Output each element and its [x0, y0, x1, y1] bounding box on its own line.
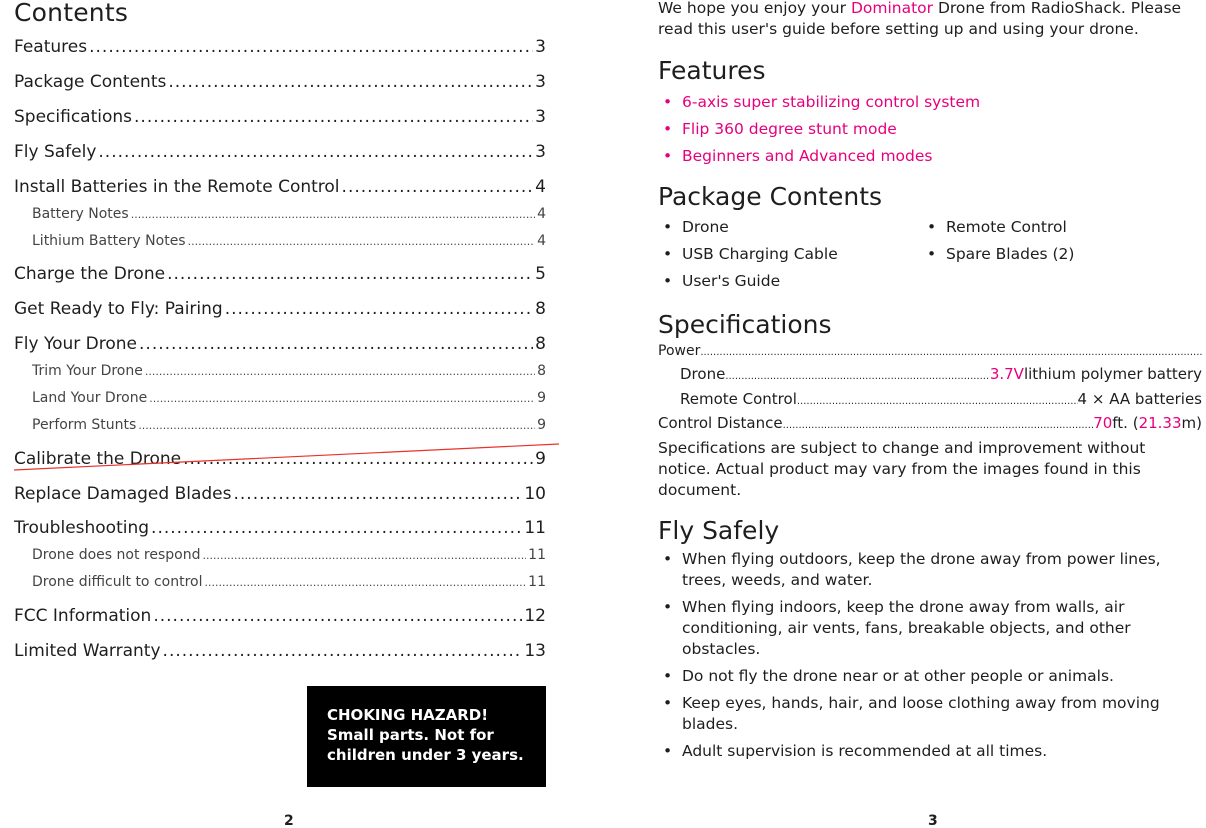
- features-list: [658, 91, 980, 172]
- spec-power-row: [658, 343, 1202, 359]
- toc-page: 5: [535, 264, 546, 284]
- toc-page: 11: [528, 574, 546, 590]
- toc-label: Battery Notes: [32, 206, 129, 222]
- feature-item: • 6-axis super stabilizing control system: [658, 91, 980, 118]
- spec-label: Drone: [680, 365, 726, 383]
- feature-item: • Beginners and Advanced modes: [658, 145, 980, 172]
- toc-page: 10: [524, 484, 546, 504]
- spec-unit: ft. (: [1112, 414, 1139, 432]
- toc-label: Drone does not respond: [32, 547, 201, 563]
- toc-page: 13: [524, 641, 546, 661]
- hazard-line-3: children under 3 years.: [327, 746, 524, 764]
- package-item: • Spare Blades (2): [922, 243, 1074, 265]
- hazard-line-2: Small parts. Not for: [327, 726, 494, 744]
- package-item: • Drone: [658, 216, 729, 238]
- specifications-note: Specifications are subject to change and improvement without notice. Actual product may vary from the images found in this document.: [658, 439, 1146, 499]
- toc-label: Specifications: [14, 107, 133, 127]
- spec-leader: [783, 414, 1094, 432]
- toc-page: 9: [535, 449, 546, 469]
- spec-value: lithium polymer battery: [1023, 365, 1202, 383]
- toc-label: Land Your Drone: [32, 390, 148, 406]
- toc-label: Install Batteries in the Remote Control: [14, 177, 340, 197]
- toc-label: Trim Your Drone: [32, 363, 143, 379]
- spec-label: Power: [658, 343, 701, 359]
- fly-safely-list: [658, 549, 1206, 768]
- toc-label: Lithium Battery Notes: [32, 233, 186, 249]
- toc-label: Get Ready to Fly: Pairing: [14, 299, 223, 319]
- features-heading: Features: [658, 56, 766, 85]
- spec-label: Control Distance: [658, 414, 783, 432]
- toc-label: FCC Information: [14, 606, 152, 626]
- toc-page: 4: [537, 206, 546, 222]
- toc-page: 3: [535, 107, 546, 127]
- toc-label: Limited Warranty: [14, 641, 161, 661]
- spec-distance-row: [658, 414, 1202, 432]
- contents-title: Contents: [14, 0, 129, 27]
- toc-page: 3: [535, 142, 546, 162]
- toc-page: 4: [535, 177, 546, 197]
- spec-label: Remote Control: [680, 390, 797, 408]
- spec-leader: [797, 390, 1078, 408]
- safety-item: • Keep eyes, hands, hair, and loose clothing away from moving blades.: [658, 693, 1206, 735]
- spec-value: 4 × AA batteries: [1077, 390, 1202, 408]
- toc-page: 9: [537, 390, 546, 406]
- spec-leader: [700, 343, 1202, 359]
- intro-paragraph: [658, 0, 1206, 40]
- toc-label: Calibrate the Drone: [14, 449, 182, 469]
- spec-distance-m: 21.33: [1138, 414, 1182, 432]
- toc-label: Charge the Drone: [14, 264, 166, 284]
- package-item: • User's Guide: [658, 270, 780, 292]
- safety-item: • When flying indoors, keep the drone away from walls, air conditioning, air vents, fans, breakable objects, and other obstacles.: [658, 597, 1206, 660]
- hazard-line-1: CHOKING HAZARD!: [327, 706, 489, 724]
- package-item: • USB Charging Cable: [658, 243, 838, 265]
- intro-text-after: Drone from RadioShack. Please read this user's guide before setting up and using your drone.: [658, 0, 1182, 38]
- spec-leader: [725, 365, 990, 383]
- brand-name: Dominator: [850, 0, 934, 17]
- left-page: [0, 0, 560, 828]
- toc-page: 11: [524, 518, 546, 538]
- toc-page: 4: [537, 233, 546, 249]
- spec-unit: m): [1181, 414, 1202, 432]
- toc-label: Troubleshooting: [14, 518, 150, 538]
- toc-page: 12: [524, 606, 546, 626]
- toc-page: 11: [528, 547, 546, 563]
- spec-distance-ft: 70: [1093, 414, 1113, 432]
- package-contents-heading: Package Contents: [658, 182, 883, 211]
- package-item: • Remote Control: [922, 216, 1067, 238]
- toc-label: Perform Stunts: [32, 417, 137, 433]
- toc-label: Fly Safely: [14, 142, 97, 162]
- safety-item: • Adult supervision is recommended at all times.: [658, 741, 1206, 762]
- toc-page: 3: [535, 37, 546, 57]
- spec-drone-row: [658, 365, 1202, 383]
- page-number-left: 2: [284, 813, 294, 828]
- safety-item: • When flying outdoors, keep the drone away from power lines, trees, weeds, and water.: [658, 549, 1206, 591]
- page-number-right: 3: [928, 813, 938, 828]
- toc-label: Package Contents: [14, 72, 167, 92]
- toc-page: 8: [537, 363, 546, 379]
- toc-label: Fly Your Drone: [14, 334, 138, 354]
- toc-label: Replace Damaged Blades: [14, 484, 232, 504]
- toc-page: 8: [535, 334, 546, 354]
- spec-voltage: 3.7V: [989, 365, 1024, 383]
- intro-text-before: We hope you enjoy your: [658, 0, 851, 17]
- toc-label: Drone difficult to control: [32, 574, 203, 590]
- feature-item: • Flip 360 degree stunt mode: [658, 118, 980, 145]
- specifications-heading: Specifications: [658, 310, 832, 339]
- fly-safely-heading: Fly Safely: [658, 516, 780, 545]
- spec-remote-row: [658, 390, 1202, 408]
- toc-page: 8: [535, 299, 546, 319]
- toc-page: 9: [537, 417, 546, 433]
- choking-hazard-warning: [307, 686, 546, 787]
- right-page: [640, 0, 1206, 828]
- toc-page: 3: [535, 72, 546, 92]
- toc-label: Features: [14, 37, 88, 57]
- safety-item: • Do not fly the drone near or at other people or animals.: [658, 666, 1206, 687]
